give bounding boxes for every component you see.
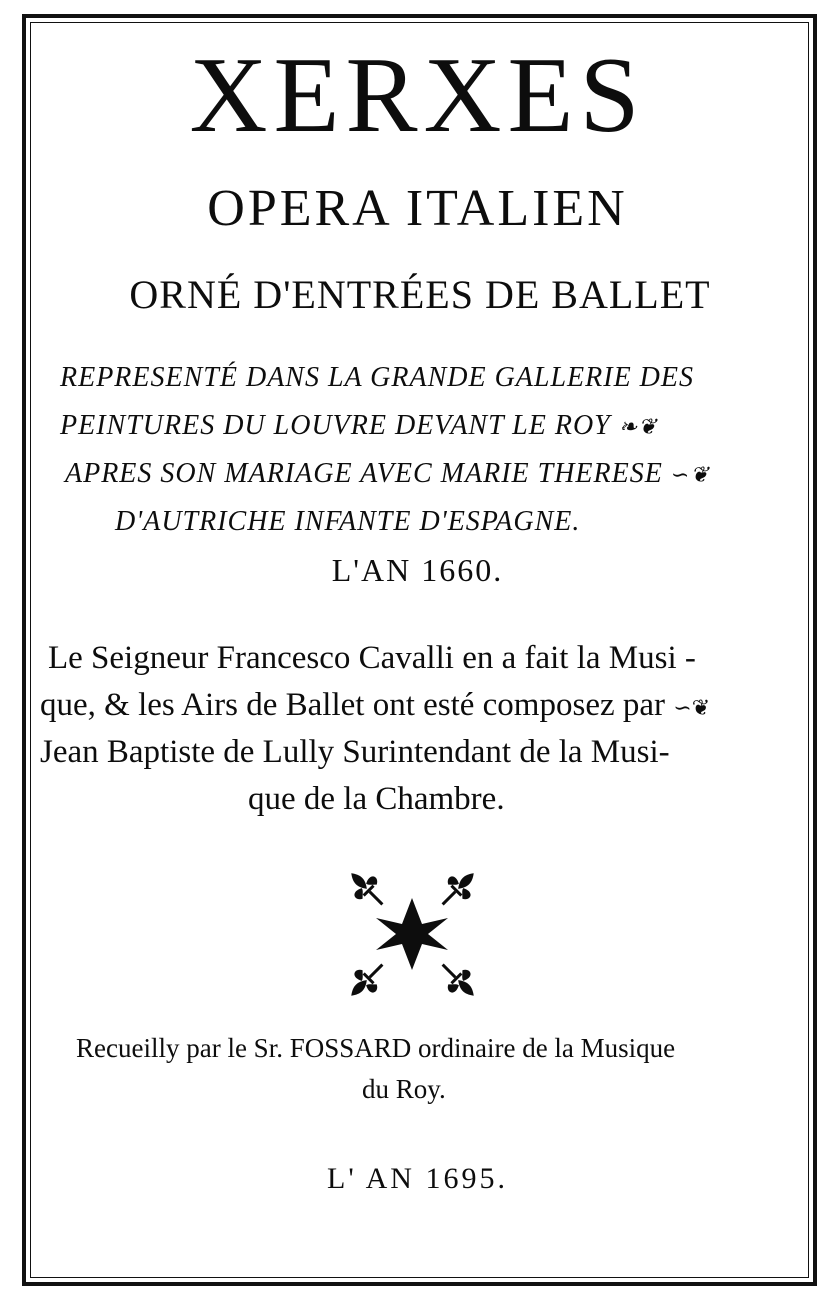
ballet-subtitle: ORNÉ D'ENTRÉES DE BALLET [129, 272, 711, 317]
opera-subtitle: OPERA ITALIEN [207, 180, 628, 237]
publication-year: L' AN 1695. [327, 1162, 508, 1195]
performance-year: L'AN 1660. [331, 552, 504, 588]
maltese-cross-ornament [340, 862, 485, 1007]
performance-line-2-text: PEINTURES DU LOUVRE DEVANT LE ROY [60, 410, 611, 441]
music-line-2-text: que, & les Airs de Ballet ont esté composez par [40, 687, 666, 723]
performance-line-3-text: APRES SON MARIAGE AVEC MARIE THERESE [65, 458, 663, 489]
music-line-2 [40, 687, 710, 724]
flourish-icon: ∽❦ [670, 463, 710, 488]
page-title: XERXES [189, 36, 646, 155]
music-line-1: Le Seigneur Francesco Cavalli en a fait la Musi - [48, 640, 696, 676]
collector-line-1: Recueilly par le Sr. FOSSARD ordinaire de la Musique [76, 1033, 676, 1063]
performance-line-1: REPRESENTÉ DANS LA GRANDE GALLERIE DES [60, 362, 694, 393]
performance-line-2 [60, 410, 658, 442]
music-line-4: que de la Chambre. [248, 781, 505, 817]
performance-line-3 [65, 458, 710, 490]
performance-line-4: D'AUTRICHE INFANTE D'ESPAGNE. [115, 506, 581, 537]
music-line-3: Jean Baptiste de Lully Surintendant de la Musi- [40, 734, 670, 770]
flourish-icon: ∽❦ [673, 696, 711, 721]
flourish-icon: ❧❦ [618, 415, 658, 440]
collector-line-2: du Roy. [362, 1074, 446, 1104]
